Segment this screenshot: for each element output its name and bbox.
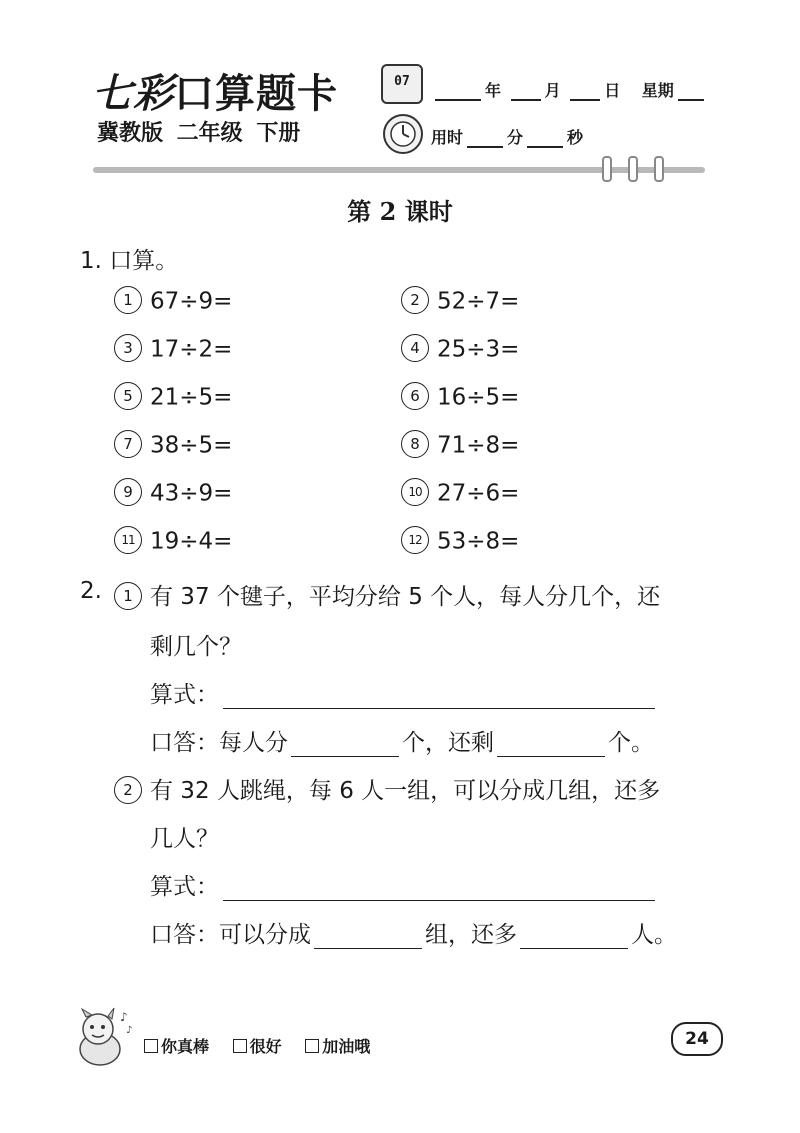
- oral-answer-mid: 个，还剩: [402, 730, 494, 756]
- word-problem-2-line2: 几人？: [150, 826, 219, 852]
- problem-number: 12: [401, 526, 429, 554]
- answer-blank[interactable]: [497, 736, 605, 757]
- problem-expression: 21÷5=: [150, 384, 233, 411]
- year-blank: [435, 83, 481, 101]
- minutes-blank: [467, 130, 503, 148]
- problem-number: 6: [401, 382, 429, 410]
- rating-option[interactable]: 很好: [233, 1037, 282, 1056]
- formula-blank[interactable]: [223, 688, 655, 709]
- word-problem-2-line1: [114, 772, 660, 806]
- problem-expression: 53÷8=: [437, 528, 520, 555]
- problem-item: [114, 432, 232, 460]
- problem-item: [114, 336, 232, 364]
- self-rating: [144, 1034, 388, 1057]
- time-second-label: 秒: [567, 128, 584, 147]
- page-number: 24: [671, 1022, 723, 1056]
- word-problem-1-line2: 剩几个？: [150, 634, 242, 660]
- problem-expression: 43÷9=: [150, 480, 233, 507]
- binder-ring-icon: [628, 156, 638, 182]
- checkbox-icon[interactable]: [305, 1039, 319, 1053]
- rating-option[interactable]: 加油哦: [305, 1037, 370, 1056]
- date-weekday-label: 星期: [641, 81, 674, 100]
- problem-expression: 38÷5=: [150, 432, 233, 459]
- calendar-icon: [381, 64, 423, 104]
- problem-number: 5: [114, 382, 142, 410]
- month-blank: [511, 83, 541, 101]
- checkbox-icon[interactable]: [233, 1039, 247, 1053]
- svg-text:♪: ♪: [120, 1010, 128, 1024]
- formula-row-2: [150, 868, 655, 901]
- problem-number: 2: [401, 286, 429, 314]
- checkbox-icon[interactable]: [144, 1039, 158, 1053]
- seconds-blank: [527, 130, 563, 148]
- answer-blank[interactable]: [291, 736, 399, 757]
- weekday-blank: [678, 83, 704, 101]
- rating-option[interactable]: 你真棒: [144, 1037, 209, 1056]
- oral-answer-mid: 组，还多: [425, 922, 517, 948]
- problem-number: 7: [114, 430, 142, 458]
- problem-expression: 27÷6=: [437, 480, 520, 507]
- problem-number: 3: [114, 334, 142, 362]
- problem-expression: 67÷9=: [150, 288, 233, 315]
- date-line: [431, 78, 708, 101]
- word-problem-number: 1: [114, 582, 142, 610]
- problem-item: [401, 336, 519, 364]
- header-divider: [93, 167, 705, 173]
- problem-item: [401, 288, 519, 316]
- problem-expression: 16÷5=: [437, 384, 520, 411]
- oral-answer-prefix: 口答：每人分: [150, 730, 288, 756]
- formula-blank[interactable]: [223, 880, 655, 901]
- calendar-day: 07: [394, 74, 410, 89]
- problem-item: [401, 432, 519, 460]
- problem-expression: 17÷2=: [150, 336, 233, 363]
- date-day-label: 日: [604, 81, 621, 100]
- date-year-label: 年: [485, 81, 502, 100]
- oral-answer-prefix: 口答：可以分成: [150, 922, 311, 948]
- section2-number: 2.: [80, 578, 102, 604]
- problem-number: 9: [114, 478, 142, 506]
- answer-blank[interactable]: [314, 928, 422, 949]
- clock-icon: [383, 114, 423, 154]
- oral-answer-row-1: [150, 724, 654, 757]
- problem-item: [114, 480, 232, 508]
- answer-blank[interactable]: [520, 928, 628, 949]
- brand-logo-part1: 七彩: [92, 70, 174, 117]
- brand-title: [92, 62, 338, 119]
- time-used-label: 用时: [431, 128, 464, 147]
- date-month-label: 月: [544, 81, 561, 100]
- oral-answer-end: 人。: [631, 922, 677, 948]
- problem-number: 11: [114, 526, 142, 554]
- binder-ring-icon: [602, 156, 612, 182]
- formula-label: 算式：: [150, 874, 219, 900]
- problem-number: 8: [401, 430, 429, 458]
- oral-answer-row-2: [150, 916, 677, 949]
- section1-heading: 1. 口算。: [80, 248, 179, 274]
- day-blank: [570, 83, 600, 101]
- problem-number: 4: [401, 334, 429, 362]
- oral-answer-end: 个。: [608, 730, 654, 756]
- word-problem-number: 2: [114, 776, 142, 804]
- edition-label: 冀教版 二年级 下册: [97, 121, 301, 146]
- problem-expression: 25÷3=: [437, 336, 520, 363]
- problem-expression: 19÷4=: [150, 528, 233, 555]
- problem-item: [401, 528, 519, 556]
- problem-number: 10: [401, 478, 429, 506]
- problem-item: [401, 480, 519, 508]
- problem-item: [114, 288, 232, 316]
- svg-text:♪: ♪: [126, 1025, 133, 1036]
- problem-expression: 71÷8=: [437, 432, 520, 459]
- word-problem-1-line1: [114, 578, 660, 612]
- word-problem-text: 有 32 人跳绳，每 6 人一组，可以分成几组，还多: [150, 778, 661, 804]
- lesson-title: 第 2 课时: [347, 197, 453, 226]
- time-line: [431, 125, 583, 148]
- time-minute-label: 分: [507, 128, 524, 147]
- formula-label: 算式：: [150, 682, 219, 708]
- problem-number: 1: [114, 286, 142, 314]
- mascot-icon: [70, 1005, 136, 1075]
- brand-logo-part2: 口算题卡: [174, 71, 338, 117]
- word-problem-text: 有 37 个毽子，平均分给 5 个人，每人分几个，还: [150, 584, 661, 610]
- problem-item: [114, 384, 232, 412]
- problem-item: [114, 528, 232, 556]
- problem-item: [401, 384, 519, 412]
- problem-expression: 52÷7=: [437, 288, 520, 315]
- binder-ring-icon: [654, 156, 664, 182]
- formula-row-1: [150, 676, 655, 709]
